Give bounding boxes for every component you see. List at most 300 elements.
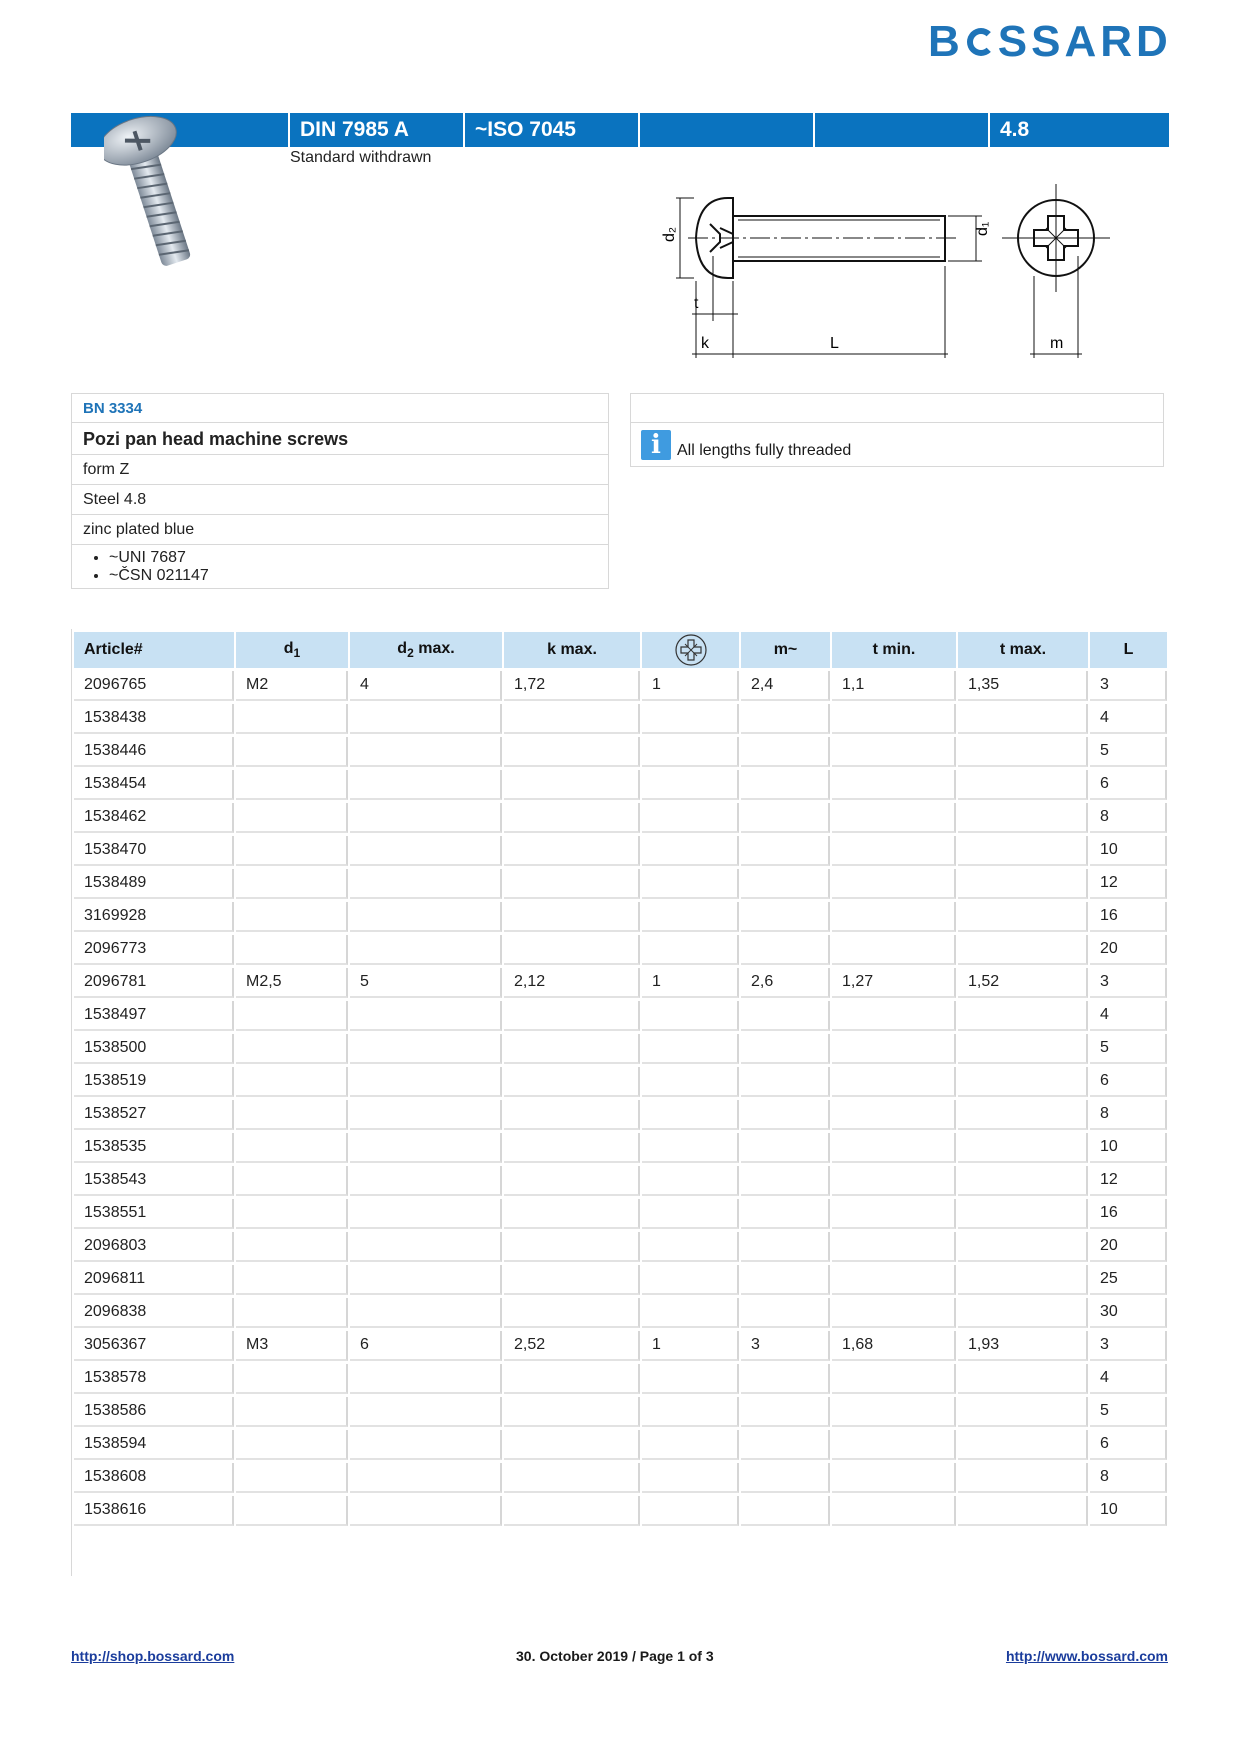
table-cell xyxy=(350,902,502,932)
table-cell: 1538535 xyxy=(74,1133,234,1163)
table-cell xyxy=(236,935,348,965)
table-cell xyxy=(350,1133,502,1163)
table-cell xyxy=(832,1133,956,1163)
table-cell: 3 xyxy=(1090,968,1167,998)
table-cell: 1538446 xyxy=(74,737,234,767)
table-cell: 3056367 xyxy=(74,1331,234,1361)
table-cell xyxy=(350,1364,502,1394)
table-cell xyxy=(958,1463,1088,1493)
table-cell: 1538470 xyxy=(74,836,234,866)
table-cell xyxy=(236,1034,348,1064)
table-row xyxy=(74,1067,1167,1097)
table-cell xyxy=(350,1067,502,1097)
table-cell: 8 xyxy=(1090,1100,1167,1130)
table-header-row xyxy=(74,632,1167,668)
col-m: m~ xyxy=(741,632,830,668)
table-cell xyxy=(236,1232,348,1262)
table-cell xyxy=(642,1100,739,1130)
table-cell: 20 xyxy=(1090,1232,1167,1262)
table-cell xyxy=(350,1100,502,1130)
table-cell xyxy=(832,1430,956,1460)
table-cell: 1538519 xyxy=(74,1067,234,1097)
table-cell: 1,27 xyxy=(832,968,956,998)
table-row xyxy=(74,1166,1167,1196)
table-cell xyxy=(236,902,348,932)
table-cell xyxy=(236,1001,348,1031)
table-cell xyxy=(642,836,739,866)
table-cell: 2,52 xyxy=(504,1331,640,1361)
article-table xyxy=(72,629,1169,1529)
table-cell: 5 xyxy=(1090,1034,1167,1064)
table-cell xyxy=(642,1496,739,1526)
table-cell xyxy=(741,770,830,800)
table-cell: M2 xyxy=(236,671,348,701)
table-cell: 1538462 xyxy=(74,803,234,833)
table-cell: 1538551 xyxy=(74,1199,234,1229)
table-cell xyxy=(350,1199,502,1229)
table-cell: 16 xyxy=(1090,1199,1167,1229)
table-cell xyxy=(741,1067,830,1097)
table-row xyxy=(74,1397,1167,1427)
table-cell xyxy=(832,1496,956,1526)
table-cell xyxy=(958,1199,1088,1229)
table-cell xyxy=(741,869,830,899)
note-box xyxy=(630,393,1164,467)
col-drive-size xyxy=(642,632,739,668)
table-cell xyxy=(504,1463,640,1493)
table-cell: 8 xyxy=(1090,803,1167,833)
standard-din: DIN 7985 A xyxy=(288,113,463,147)
table-row xyxy=(74,869,1167,899)
table-cell xyxy=(958,902,1088,932)
table-cell: 2096811 xyxy=(74,1265,234,1295)
footer-date-page: 30. October 2019 / Page 1 of 3 xyxy=(516,1648,714,1664)
table-cell xyxy=(504,1232,640,1262)
table-cell: 8 xyxy=(1090,1463,1167,1493)
table-cell xyxy=(642,770,739,800)
table-row xyxy=(74,1364,1167,1394)
col-l: L xyxy=(1090,632,1167,668)
table-cell xyxy=(504,869,640,899)
table-cell: 5 xyxy=(1090,737,1167,767)
technical-drawing xyxy=(658,176,1138,366)
table-cell xyxy=(350,1034,502,1064)
table-cell xyxy=(741,1463,830,1493)
pozi-drive-icon xyxy=(674,633,708,667)
table-cell xyxy=(832,1034,956,1064)
dim-k: k xyxy=(701,335,709,352)
table-row xyxy=(74,1298,1167,1328)
table-cell xyxy=(350,704,502,734)
table-cell xyxy=(642,1232,739,1262)
dim-l: L xyxy=(830,335,839,352)
table-row xyxy=(74,1133,1167,1163)
table-cell xyxy=(236,1496,348,1526)
table-row xyxy=(74,935,1167,965)
table-cell: 1,1 xyxy=(832,671,956,701)
dim-t: t xyxy=(694,295,699,312)
table-cell: 1538489 xyxy=(74,869,234,899)
table-cell xyxy=(236,1199,348,1229)
table-cell xyxy=(350,836,502,866)
table-cell: 4 xyxy=(350,671,502,701)
table-cell: 6 xyxy=(1090,1430,1167,1460)
table-cell: 1538454 xyxy=(74,770,234,800)
table-row xyxy=(74,737,1167,767)
table-cell xyxy=(642,1001,739,1031)
table-row xyxy=(74,1331,1167,1361)
table-cell xyxy=(832,902,956,932)
table-cell xyxy=(958,1265,1088,1295)
table-cell xyxy=(236,770,348,800)
table-cell xyxy=(236,1133,348,1163)
table-cell xyxy=(350,1298,502,1328)
standard-iso: ~ISO 7045 xyxy=(463,113,638,147)
footer-left xyxy=(71,1648,234,1664)
article-table-wrapper xyxy=(71,629,1167,1576)
table-cell xyxy=(832,737,956,767)
table-cell xyxy=(958,704,1088,734)
table-cell xyxy=(504,1265,640,1295)
table-cell xyxy=(958,1133,1088,1163)
table-cell xyxy=(236,1397,348,1427)
table-cell: 1,35 xyxy=(958,671,1088,701)
table-cell: 1 xyxy=(642,671,739,701)
table-cell xyxy=(832,803,956,833)
table-cell xyxy=(642,1463,739,1493)
standard-empty-1 xyxy=(638,113,813,147)
table-cell xyxy=(504,1067,640,1097)
table-cell xyxy=(350,770,502,800)
table-cell xyxy=(642,869,739,899)
table-cell xyxy=(741,737,830,767)
table-cell xyxy=(958,1001,1088,1031)
table-cell xyxy=(741,1430,830,1460)
table-row xyxy=(74,968,1167,998)
table-cell xyxy=(504,1430,640,1460)
table-cell: 5 xyxy=(350,968,502,998)
table-cell xyxy=(642,1364,739,1394)
table-cell: 3 xyxy=(741,1331,830,1361)
table-cell xyxy=(741,1100,830,1130)
table-cell xyxy=(504,1133,640,1163)
table-cell: 1 xyxy=(642,1331,739,1361)
table-cell xyxy=(832,1397,956,1427)
table-cell xyxy=(504,803,640,833)
table-cell xyxy=(350,869,502,899)
table-cell xyxy=(236,1430,348,1460)
table-cell: 2096773 xyxy=(74,935,234,965)
table-cell xyxy=(504,770,640,800)
table-cell xyxy=(642,704,739,734)
www-link[interactable]: http://www.bossard.com xyxy=(1005,1648,1168,1664)
table-cell xyxy=(350,737,502,767)
table-cell: 25 xyxy=(1090,1265,1167,1295)
table-cell: 1,72 xyxy=(504,671,640,701)
table-row xyxy=(74,1199,1167,1229)
table-cell xyxy=(832,1166,956,1196)
product-material: Steel 4.8 xyxy=(71,485,609,515)
table-cell xyxy=(958,770,1088,800)
col-t-min: t min. xyxy=(832,632,956,668)
table-cell xyxy=(350,803,502,833)
equivalent-csn: • ~ČSN 021147 xyxy=(109,567,597,585)
table-cell xyxy=(350,1265,502,1295)
table-cell: 5 xyxy=(1090,1397,1167,1427)
table-cell: 16 xyxy=(1090,902,1167,932)
dim-m: m xyxy=(1050,335,1064,352)
table-cell xyxy=(741,935,830,965)
table-cell xyxy=(236,1298,348,1328)
footer-right xyxy=(1006,1648,1168,1664)
table-cell xyxy=(741,1265,830,1295)
table-cell: 4 xyxy=(1090,1001,1167,1031)
table-cell xyxy=(642,935,739,965)
table-cell xyxy=(504,704,640,734)
table-cell xyxy=(504,1397,640,1427)
table-cell xyxy=(642,1397,739,1427)
article-number: BN 3334 xyxy=(71,393,609,423)
standard-header-bar xyxy=(71,113,1169,147)
table-row xyxy=(74,770,1167,800)
info-icon: i xyxy=(641,430,671,460)
table-cell: 3 xyxy=(1090,1331,1167,1361)
product-info-box xyxy=(71,393,609,589)
table-cell xyxy=(504,935,640,965)
table-cell xyxy=(741,1232,830,1262)
table-row xyxy=(74,1496,1167,1526)
table-cell: 1 xyxy=(642,968,739,998)
table-cell xyxy=(236,1463,348,1493)
table-cell: 20 xyxy=(1090,935,1167,965)
table-cell xyxy=(642,1133,739,1163)
table-cell: 12 xyxy=(1090,1166,1167,1196)
table-cell: 1538594 xyxy=(74,1430,234,1460)
table-cell xyxy=(741,902,830,932)
table-cell xyxy=(958,1232,1088,1262)
table-cell xyxy=(350,1496,502,1526)
table-cell xyxy=(958,1100,1088,1130)
table-body xyxy=(74,671,1167,1526)
table-cell xyxy=(832,1298,956,1328)
table-cell: 2,4 xyxy=(741,671,830,701)
table-row xyxy=(74,1100,1167,1130)
table-row xyxy=(74,1034,1167,1064)
table-cell: 2,6 xyxy=(741,968,830,998)
table-cell xyxy=(642,1067,739,1097)
table-cell: 10 xyxy=(1090,1496,1167,1526)
table-row xyxy=(74,902,1167,932)
table-row xyxy=(74,1232,1167,1262)
table-cell xyxy=(832,770,956,800)
property-class: 4.8 xyxy=(988,113,1169,147)
table-cell xyxy=(236,1100,348,1130)
equivalent-uni: • ~UNI 7687 xyxy=(109,549,597,567)
table-cell xyxy=(741,803,830,833)
table-cell: 2096838 xyxy=(74,1298,234,1328)
table-cell: 6 xyxy=(350,1331,502,1361)
table-cell xyxy=(741,1199,830,1229)
col-d1: $d_1$ xyxy=(236,632,348,668)
note-text: All lengths fully threaded xyxy=(677,442,852,459)
table-cell: 10 xyxy=(1090,836,1167,866)
table-cell xyxy=(832,836,956,866)
table-cell: 2096765 xyxy=(74,671,234,701)
table-cell xyxy=(350,1397,502,1427)
table-row xyxy=(74,1001,1167,1031)
table-cell xyxy=(741,1298,830,1328)
table-cell xyxy=(350,1001,502,1031)
standard-status: Standard withdrawn xyxy=(290,149,432,166)
table-cell xyxy=(958,1298,1088,1328)
table-cell xyxy=(504,1100,640,1130)
shop-link[interactable]: http://shop.bossard.com xyxy=(71,1648,235,1664)
table-cell xyxy=(958,1067,1088,1097)
col-k-max: k max. xyxy=(504,632,640,668)
table-row xyxy=(74,1265,1167,1295)
table-cell xyxy=(642,1199,739,1229)
table-cell xyxy=(236,803,348,833)
table-cell xyxy=(504,737,640,767)
table-cell: 1538608 xyxy=(74,1463,234,1493)
table-cell: 6 xyxy=(1090,1067,1167,1097)
product-finish: zinc plated blue xyxy=(71,515,609,545)
product-title: Pozi pan head machine screws xyxy=(71,423,609,455)
table-cell xyxy=(832,1067,956,1097)
table-cell xyxy=(832,1265,956,1295)
table-cell xyxy=(504,1166,640,1196)
table-cell xyxy=(958,737,1088,767)
table-cell xyxy=(741,1133,830,1163)
screw-photo xyxy=(104,108,204,273)
table-cell xyxy=(958,1364,1088,1394)
table-cell xyxy=(236,704,348,734)
table-cell: 1538616 xyxy=(74,1496,234,1526)
table-cell xyxy=(350,1463,502,1493)
table-cell xyxy=(642,1265,739,1295)
table-cell: 3169928 xyxy=(74,902,234,932)
table-cell: 12 xyxy=(1090,869,1167,899)
table-cell xyxy=(236,1265,348,1295)
table-cell xyxy=(350,1232,502,1262)
table-cell: 1538527 xyxy=(74,1100,234,1130)
table-row xyxy=(74,671,1167,701)
table-cell xyxy=(741,836,830,866)
table-cell xyxy=(958,836,1088,866)
table-cell: 3 xyxy=(1090,671,1167,701)
table-cell xyxy=(832,1001,956,1031)
equivalent-standards xyxy=(71,545,609,589)
table-cell: M2,5 xyxy=(236,968,348,998)
table-cell xyxy=(642,1430,739,1460)
col-t-max: t max. xyxy=(958,632,1088,668)
table-cell xyxy=(642,1298,739,1328)
table-cell xyxy=(642,737,739,767)
table-cell: M3 xyxy=(236,1331,348,1361)
logo-text-left: B xyxy=(928,17,964,66)
table-row xyxy=(74,803,1167,833)
table-cell xyxy=(504,1199,640,1229)
table-cell: 10 xyxy=(1090,1133,1167,1163)
note-header-row xyxy=(630,393,1164,423)
table-cell: 30 xyxy=(1090,1298,1167,1328)
table-row xyxy=(74,1463,1167,1493)
table-cell: 1538586 xyxy=(74,1397,234,1427)
table-cell xyxy=(958,1496,1088,1526)
table-cell xyxy=(832,869,956,899)
standard-empty-2 xyxy=(813,113,988,147)
col-article: Article# xyxy=(74,632,234,668)
table-cell xyxy=(504,1034,640,1064)
dim-d2: d₂ xyxy=(661,226,678,242)
table-cell xyxy=(958,869,1088,899)
table-cell xyxy=(741,704,830,734)
table-cell xyxy=(350,1166,502,1196)
table-row xyxy=(74,704,1167,734)
table-cell: 1538438 xyxy=(74,704,234,734)
table-cell xyxy=(958,1430,1088,1460)
table-cell: 1538500 xyxy=(74,1034,234,1064)
table-cell xyxy=(832,1463,956,1493)
bossard-logo xyxy=(928,18,1172,66)
table-cell xyxy=(741,1496,830,1526)
table-cell xyxy=(958,1397,1088,1427)
table-cell: 1,93 xyxy=(958,1331,1088,1361)
logo-ring-icon xyxy=(967,28,995,56)
table-cell xyxy=(958,1166,1088,1196)
logo-text-right: SSARD xyxy=(997,17,1172,66)
table-cell: 1538497 xyxy=(74,1001,234,1031)
table-cell xyxy=(236,1364,348,1394)
product-form: form Z xyxy=(71,455,609,485)
table-cell: 4 xyxy=(1090,704,1167,734)
table-cell: 2,12 xyxy=(504,968,640,998)
table-cell xyxy=(741,1034,830,1064)
table-cell xyxy=(504,836,640,866)
table-cell xyxy=(741,1166,830,1196)
table-cell xyxy=(236,1067,348,1097)
table-cell xyxy=(741,1364,830,1394)
table-cell: 2096803 xyxy=(74,1232,234,1262)
table-cell xyxy=(504,1364,640,1394)
table-cell xyxy=(236,836,348,866)
table-cell xyxy=(832,704,956,734)
table-row xyxy=(74,1430,1167,1460)
table-cell xyxy=(504,1001,640,1031)
table-cell: 1538543 xyxy=(74,1166,234,1196)
dim-d1: d₁ xyxy=(974,221,991,236)
table-cell xyxy=(832,1232,956,1262)
table-cell xyxy=(832,935,956,965)
table-cell xyxy=(642,902,739,932)
col-d2-max: $d_2$ max. xyxy=(350,632,502,668)
table-cell xyxy=(350,935,502,965)
table-cell xyxy=(350,1430,502,1460)
table-cell xyxy=(504,1496,640,1526)
table-cell: 4 xyxy=(1090,1364,1167,1394)
table-cell xyxy=(741,1001,830,1031)
note-row xyxy=(630,423,1164,467)
table-cell xyxy=(642,1034,739,1064)
table-cell: 1538578 xyxy=(74,1364,234,1394)
table-cell xyxy=(958,1034,1088,1064)
table-cell: 2096781 xyxy=(74,968,234,998)
table-cell: 6 xyxy=(1090,770,1167,800)
table-cell: 1,52 xyxy=(958,968,1088,998)
table-row xyxy=(74,836,1167,866)
table-cell xyxy=(504,902,640,932)
table-cell xyxy=(504,1298,640,1328)
